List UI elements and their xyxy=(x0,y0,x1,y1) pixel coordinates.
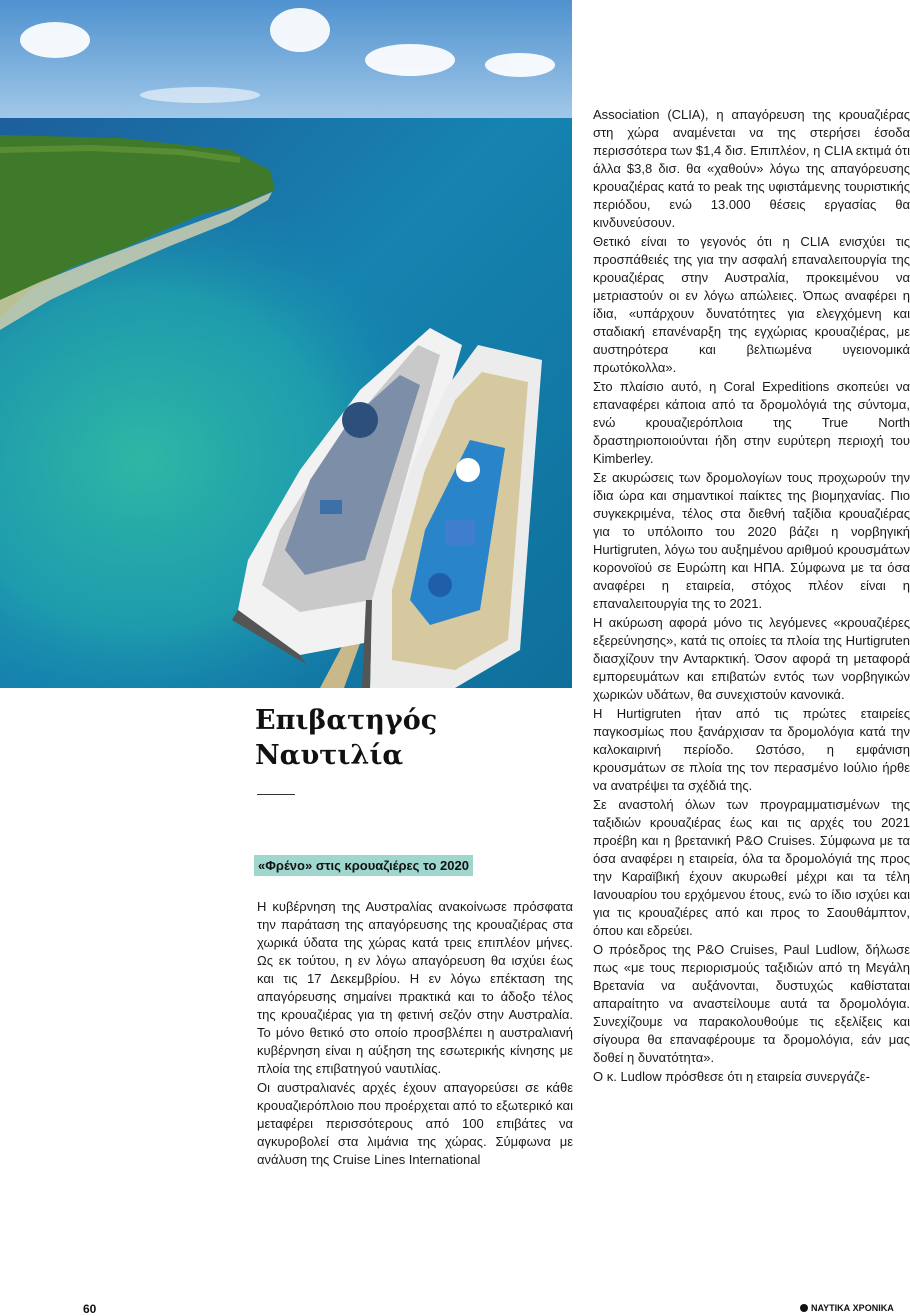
body-column-left xyxy=(257,898,573,1170)
page-number: 60 xyxy=(83,1302,97,1316)
paragraph: Στο πλαίσιο αυτό, η Coral Expeditions σκοπεύει να επαναφέρει κάποια από τα δρομολόγιά της σύντομα, ενώ κρουαζιερόπλοια της True North δραστηριοποιούνται ήδη στην ευρύτερη περιοχή του Kimberley. xyxy=(593,379,910,466)
paragraph: Σε ακυρώσεις των δρομολογίων τους προχωρούν την ίδια ώρα και σημαντικοί παίκτες της βιομηχανίας. Πιο συγκεκριμένα, τέλος στα διεθνή ταξίδια κρουαζιέρας για το υπόλοιπο του 2020 βάζει η νορβηγική Hurtigruten, λόγω του αυξημένου αριθμού κρουσμάτων κορονοϊού σε Ευρώπη και ΗΠΑ. Σύμφωνα με τα όσα αναφέρει η εταιρεία, στόχος πλέον είναι η επαναλειτουργία της το 2021. xyxy=(593,470,910,611)
publication-name: ΝΑΥΤΙΚΑ ΧΡΟΝΙΚΑ xyxy=(811,1303,894,1313)
logo-mark-icon xyxy=(800,1304,808,1312)
body-column-right xyxy=(593,106,910,1087)
paragraph: Η Hurtigruten ήταν από τις πρώτες εταιρείες παγκοσμίως που ξανάρχισαν τα δρομολόγια κατά την καλοκαιρινή περίοδο. Ωστόσο, η εμφάνιση κρουσμάτων σε πλοία της τον περασμένο Ιούλιο ήρθε να ανατρέψει τα σχέδιά της. xyxy=(593,706,910,793)
title-line-2: Ναυτιλία xyxy=(255,740,404,771)
paragraph: Η κυβέρνηση της Αυστραλίας ανακοίνωσε πρόσφατα την παράταση της απαγόρευσης της κρουαζιέρας στα χωρικά ύδατα της χώρας κατά τρεις επιπλέον μήνες. Ως εκ τούτου, η εν λόγω απαγόρευση θα ισχύει έως και τις 17 Δεκεμβρίου. Η εν λόγω επέκταση της απαγόρευσης σημαίνει πρακτικά και το άδοξο τέλος της κρουαζιέρας για τη φετινή σεζόν στην Αυστραλία. Το μόνο θετικό στο οποίο προσβλέπει η αυστραλιανή κυβέρνηση είναι η αύξηση της εσωτερικής κίνησης με πλοία της επιβατηγού ναυτιλίας. xyxy=(257,899,573,1076)
paragraph: Ο κ. Ludlow πρόσθεσε ότι η εταιρεία συνεργάζε- xyxy=(593,1069,870,1084)
paragraph: Θετικό είναι το γεγονός ότι η CLIA ενισχύει τις προσπάθειές της για την ασφαλή επαναλειτουργία της κρουαζιέρας στην Αυστραλία, προκειμένου να μετριαστούν οι εν λόγω απώλειες. Όπως αναφέρει η ίδια, «υπάρχουν δυνατότητες για ελεγχόμενη και σταδιακή επανέναρξη της εγχώριας κρουαζιέρας, με αυστηρότερα και βελτιωμένα υγειονομικά πρωτόκολλα». xyxy=(593,234,910,375)
paragraph: Ο πρόεδρος της P&O Cruises, Paul Ludlow, δήλωσε πως «με τους περιορισμούς ταξιδιών από τη Μεγάλη Βρετανία να αυξάνονται, δυστυχώς καθίσταται απαραίτητο να αναστείλουμε αυτά τα δρομολόγια. Συνεχίζουμε να παρακολουθούμε τις εξελίξεις και σίγουρα θα επαναφέρουμε τα δρομολόγια, εάν μας δοθεί η δυνατότητα». xyxy=(593,942,910,1065)
article-title xyxy=(255,703,575,773)
paragraph: Association (CLIA), η απαγόρευση της κρουαζιέρας στη χώρα αναμένεται να της στερήσει έσοδα περισσότερα των $1,4 δισ. Επιπλέον, η CLIA εκτιμά ότι άλλα $3,8 δισ. θα «χαθούν» λόγω της απαγόρευσης κρουαζιέρας κατά το peak της υφιστάμενης τουριστικής περιόδου, ενώ 13.000 θέσεις εργασίας θα κινδυνεύσουν. xyxy=(593,107,910,230)
title-divider xyxy=(257,794,295,795)
hero-photo-cruise-ships xyxy=(0,0,572,688)
paragraph: Οι αυστραλιανές αρχές έχουν απαγορεύσει σε κάθε κρουαζιερόπλοιο που προέρχεται από το εξωτερικό και μεταφέρει περισσότερους από 100 επιβάτες να αγκυροβολεί στα λιμάνια της χώρας. Σύμφωνα με ανάλυση της Cruise Lines International xyxy=(257,1080,573,1167)
article-subheading: «Φρένο» στις κρουαζιέρες το 2020 xyxy=(254,855,473,876)
publication-logo xyxy=(800,1303,894,1313)
paragraph: Σε αναστολή όλων των προγραμματισμένων της ταξιδιών κρουαζιέρας έως και τις αρχές του 2021 προέβη και η βρετανική P&O Cruises. Σύμφωνα με τα όσα αναφέρει η εταιρεία, όλα τα δρομολόγιά της προς την Καραϊβική έχουν ακυρωθεί μέχρι και τα τέλη Ιανουαρίου του ερχόμενου έτους, ενώ το ίδιο ισχύει και για τις κρουαζιέρες από και προς το Σαουθάμπτον, όπου και εδρεύει. xyxy=(593,797,910,938)
title-line-1: Επιβατηγός xyxy=(255,705,438,736)
paragraph: Η ακύρωση αφορά μόνο τις λεγόμενες «κρουαζιέρες εξερεύνησης», κατά τις οποίες τα πλοία της Hurtigruten διασχίζουν την Ανταρκτική. Όσον αφορά τη μεταφορά εμπορευμάτων και επιβατών εντός των νορβηγικών χωρικών υδάτων, θα συνεχιστούν κανονικά. xyxy=(593,615,910,702)
